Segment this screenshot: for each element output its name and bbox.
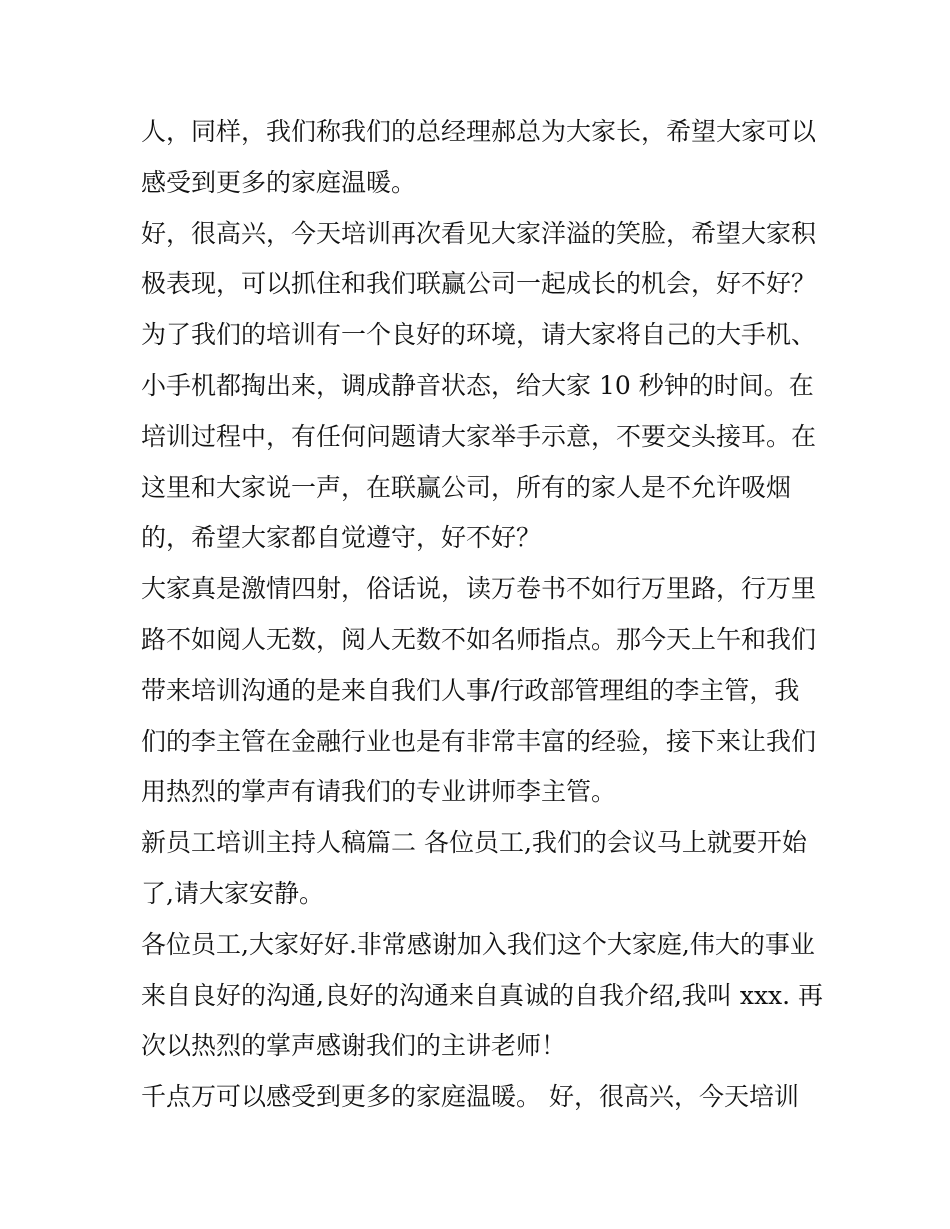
text-line-6: 小手机都掏出来，调成静音状态，给大家 10 秒钟的时间。在 xyxy=(141,370,814,400)
body-text xyxy=(141,107,824,1123)
text-line-17: 各位员工,大家好好.非常感谢加入我们这个大家庭,伟大的事业 xyxy=(141,929,815,959)
text-line-2: 感受到更多的家庭温暖。 xyxy=(141,167,417,197)
text-line-18: 来自良好的沟通,良好的沟通来自真诚的自我介绍,我叫 xxx. 再 xyxy=(141,980,824,1010)
text-line-5: 为了我们的培训有一个良好的环境，请大家将自己的大手机、 xyxy=(141,320,817,350)
text-line-19: 次以热烈的掌声感谢我们的主讲老师！ xyxy=(141,1031,567,1061)
text-line-11: 路不如阅人无数，阅人无数不如名师指点。那今天上午和我们 xyxy=(141,624,817,654)
text-line-10: 大家真是激情四射，俗话说，读万卷书不如行万里路，行万里 xyxy=(141,574,817,604)
text-line-15: 新员工培训主持人稿篇二 各位员工,我们的会议马上就要开始 xyxy=(141,828,807,858)
text-line-20: 千点万可以感受到更多的家庭温暖。 好，很高兴，今天培训 xyxy=(141,1082,799,1112)
text-line-1: 人，同样，我们称我们的总经理郝总为大家长，希望大家可以 xyxy=(141,117,817,146)
text-line-4: 极表现，可以抓住和我们联赢公司一起成长的机会，好不好？ xyxy=(141,269,817,299)
text-line-3: 好，很高兴，今天培训再次看见大家洋溢的笑脸，希望大家积 xyxy=(141,218,817,248)
text-line-8: 这里和大家说一声，在联赢公司，所有的家人是不允许吸烟 xyxy=(141,472,792,502)
text-line-14: 用热烈的掌声有请我们的专业讲师李主管。 xyxy=(141,777,617,807)
text-line-16: 了,请大家安静。 xyxy=(141,878,324,908)
text-line-9: 的，希望大家都自觉遵守，好不好？ xyxy=(141,523,542,553)
text-line-7: 培训过程中，有任何问题请大家举手示意，不要交头接耳。在 xyxy=(141,421,817,451)
text-line-12: 带来培训沟通的是来自我们人事/行政部管理组的李主管，我 xyxy=(141,675,800,705)
text-line-13: 们的李主管在金融行业也是有非常丰富的经验，接下来让我们 xyxy=(141,726,817,756)
